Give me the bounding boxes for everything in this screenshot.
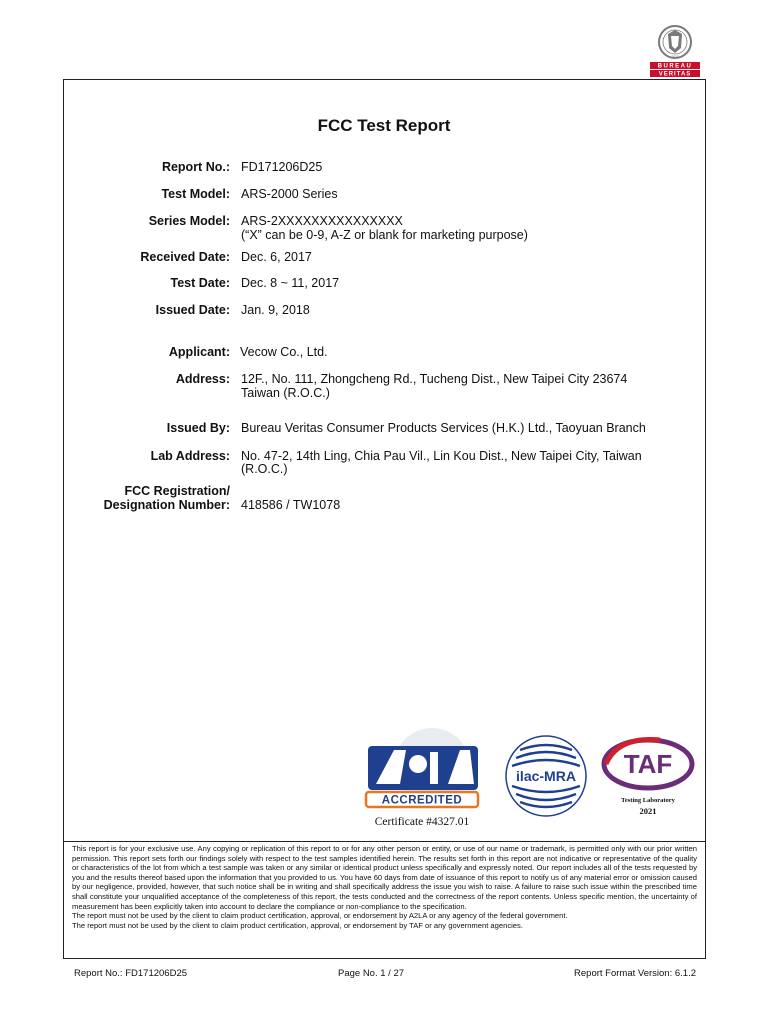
disclaimer <box>64 841 705 930</box>
logo-year: 1828 <box>671 55 679 59</box>
address-label: Address: <box>175 372 230 386</box>
applicant-label: Applicant: <box>168 345 230 359</box>
test-date-label: Test Date: <box>170 276 230 290</box>
taf-caption: Testing Laboratory <box>621 797 675 804</box>
lab-address-line1: No. 47-2, 14th Ling, Chia Pau Vil., Lin Kou Dist., New Taipei City, Taiwan <box>241 449 642 463</box>
a2la-logo <box>366 728 478 828</box>
issued-by-value: Bureau Veritas Consumer Products Services (H.K.) Ltd., Taoyuan Branch <box>241 421 646 435</box>
series-model-note: (“X” can be 0-9, A-Z or blank for marketing purpose) <box>241 228 528 242</box>
bureau-veritas-logo <box>650 22 700 78</box>
address-line1: 12F., No. 111, Zhongcheng Rd., Tucheng Dist., New Taipei City 23674 <box>241 372 628 386</box>
disclaimer-taf: The report must not be used by the client to claim product certification, approval, or endorsement by TAF or any government agencies. <box>72 920 523 930</box>
address-line2: Taiwan (R.O.C.) <box>241 386 330 400</box>
issued-date-value: Jan. 9, 2018 <box>241 303 310 317</box>
footer-report-no: Report No.: FD171206D25 <box>74 968 188 979</box>
report-no-label: Report No.: <box>161 160 230 174</box>
fcc-registration-label: FCC Registration/ <box>124 484 230 498</box>
taf-year: 2021 <box>639 806 657 816</box>
ilac-mra-text: ilac-MRA <box>516 768 576 784</box>
logo-word-bureau: BUREAU <box>657 63 693 70</box>
a2la-certificate: Certificate #4327.01 <box>374 816 470 828</box>
footer-format-version: Report Format Version: 6.1.2 <box>574 968 696 979</box>
a2la-accredited-badge: ACCREDITED <box>381 794 463 807</box>
logo-word-veritas: VERITAS <box>658 71 692 78</box>
lab-address-line2: (R.O.C.) <box>241 462 288 476</box>
disclaimer-a2la: The report must not be used by the client to claim product certification, approval, or endorsement by A2LA or any agency of the federal government. <box>72 911 568 921</box>
lab-address-label: Lab Address: <box>150 449 230 463</box>
series-model-label: Series Model: <box>148 214 230 228</box>
received-date-label: Received Date: <box>140 250 230 264</box>
taf-logo <box>604 740 692 817</box>
series-model-value: ARS-2XXXXXXXXXXXXXXX <box>241 214 403 228</box>
report-title: FCC Test Report <box>317 116 451 135</box>
designation-number-label: Designation Number: <box>103 498 230 512</box>
issued-by-label: Issued By: <box>166 421 230 435</box>
ilac-mra-logo <box>506 736 586 816</box>
test-model-label: Test Model: <box>161 187 230 201</box>
accreditation-logos <box>360 728 700 828</box>
disclaimer-paragraph: This report is for your exclusive use. Any copying or replication of this report to or for any other person or entity, or use of our name or trademark, is permitted only with our prior written permission. This report sets forth our findings solely with respect to the test samples identified herein. The results set forth in this report are not indicative or representative of the quality or characteristics of the lot from which a test sample was taken or any similar or identical product unless specifically and expressly noted. Our report includes all of the tests requested by you and the results thereof based upon the information that you provided to us. You have 60 days from date of issuance of this report to notify us of any material error or omission caused by our negligence, provided, however, that such notice shall be in writing and shall specifically address the issue you wish to raise. A failure to raise such issue within the prescribed time shall constitute your unqualified acceptance of the completeness of this report, the tests conducted and the correctness of the report contents. Unless specific mention, the uncertainty of measurement has been explicitly taken into account to declare the compliance or non-compliance to the specification. <box>72 844 697 911</box>
footer-page-number: Page No. 1 / 27 <box>338 968 405 979</box>
received-date-value: Dec. 6, 2017 <box>241 250 312 264</box>
applicant-value: Vecow Co., Ltd. <box>240 345 328 359</box>
taf-text: TAF <box>623 749 673 779</box>
issued-date-label: Issued Date: <box>155 303 230 317</box>
test-model-value: ARS-2000 Series <box>241 187 338 201</box>
fcc-registration-value: 418586 / TW1078 <box>241 498 341 512</box>
test-date-value: Dec. 8 ~ 11, 2017 <box>241 276 340 290</box>
report-no-value: FD171206D25 <box>241 160 323 174</box>
